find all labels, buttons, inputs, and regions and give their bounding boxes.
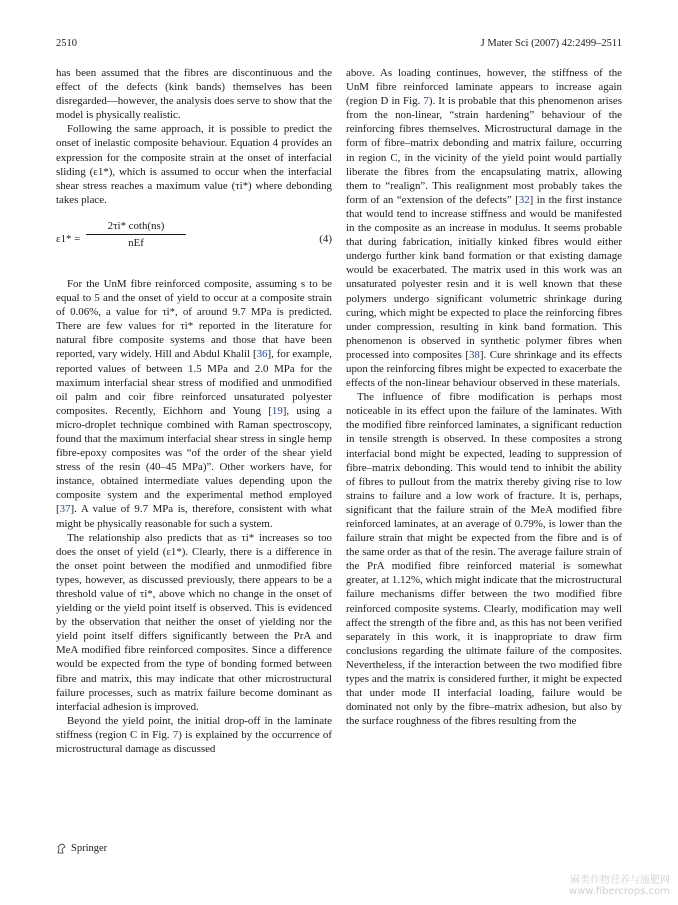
publisher-name: Springer (71, 843, 108, 854)
paragraph: The relationship also predicts that as τi* increases so too does the onset of yield (ε1*). Clearly, there is a difference in the onset point between the modified and unmodified fibre types, however, as discussed previously, there appears to be a threshold value of τi*, above which no change in the onset of yielding or the yield point itself is observed. This is evidenced by the observation that neither the onset of yielding nor the yield point itself differs significantly between the PrA and MeA modified fibre reinforced composites. Since a difference would be expected from the type of bonding formed between fibre and matrix, this may indicate that other microstructural failure processes, such as matrix failure become dominant as interfacial adhesion is improved. (56, 531, 332, 713)
text-run: ], for example, reported values of between 1.5 MPa and 2.0 MPa for the maximum interfacial shear stress of modified and unmodified oil palm and coir fibre reinforced unsaturated polyester composites. Recently, Eichhorn and Young [ (56, 348, 333, 417)
paragraph (56, 714, 332, 756)
text-run: ]. A value of 9.7 MPa is, therefore, consistent with what might be physically reasonable for such a system. (56, 503, 332, 530)
paragraph (56, 277, 332, 531)
text-run: ] in the first instance that would tend to increase stiffness and would be manifested in the composite as an increase in modulus. It seems probable that during fabrication, initially kinked fibres would either undergo further kink band formation or that existing damage would be exacerbated. The matrix used in this work was an unsaturated polyester resin and it is well known that these polymers undergo significant volumetric shrinkage during curing, which might be expected to place the reinforcing fibres under compression, resulting in kink band formation. This phenomenon is observed in synthetic polymer fibres when processed into composites [ (346, 193, 622, 361)
equation-numerator: 2τi* coth(ns) (86, 219, 186, 235)
citation-link[interactable]: 36 (256, 348, 268, 361)
watermark (569, 875, 670, 897)
text-run: Beyond the yield point, the initial drop-off in the laminate stiffness (region C in Fig. (56, 714, 332, 741)
figure-link[interactable]: 7 (172, 728, 179, 741)
watermark-line: 麻类作物营养与施肥网 (570, 875, 670, 886)
text-run: ], using a micro-droplet technique combined with Raman spectroscopy, found that the maximum interfacial shear stress in single hemp fibre-epoxy composites was “of the order of the shear yield stress of the resin (40–45 MPa)”. Other workers have, for instance, obtained intermediate values depending upon the composite system and the experimental method employed [ (56, 404, 332, 516)
text-run: ]. Cure shrinkage and its effects upon the reinforcing fibres might be expected to exacerbate the effects of the non-linear behaviour observed in these materials. (346, 348, 623, 390)
text-run: ). It is probable that this phenomenon arises from the non-linear, “strain hardening” behaviour of the reinforcing fibres themselves. Microstructural damage in the form of fibre–matrix debonding and matrix failure, occurring in region C, in the vicinity of the yield point would partially liberate the fibres from the encapsulating matrix, allowing them to “realign”. This realignment most probably takes the form of an “extension of the defects” [ (346, 95, 622, 206)
right-column (346, 66, 622, 728)
page-number: 2510 (56, 38, 77, 49)
figure-link[interactable]: 7 (423, 95, 429, 108)
text-run: ) is explained by the occurrence of microstructural damage as discussed (56, 728, 332, 756)
citation-link[interactable]: 37 (59, 503, 71, 516)
equation-4 (56, 219, 332, 261)
journal-citation: J Mater Sci (2007) 42:2499–2511 (480, 38, 622, 49)
watermark-line: www.fibercrops.com (568, 886, 670, 897)
springer-horse-icon (56, 843, 67, 854)
text-run: above. As loading continues, however, the stiffness of the UnM fibre reinforced laminate appears to increase again (region D in Fig. (346, 67, 622, 108)
equation-denominator: nEf (128, 237, 144, 250)
paragraph: has been assumed that the fibres are discontinuous and the effect of the defects (kink bands) themselves has been disregarded—however, the analysis does serve to show that the model is physically realistic. (56, 67, 332, 122)
paragraph (346, 66, 622, 390)
text-run: For the UnM fibre reinforced composite, assuming s to be equal to 5 and the onset of yield to occur at a composite strain of 0.06%, a value for τi*, of around 9.7 MPa is predicted. There are few values for τi* reported in the literature for natural fibre composite systems and those that have been reported, vary widely. Hill and Abdul Khalil [ (56, 277, 332, 361)
paragraph: The influence of fibre modification is perhaps most noticeable in its effect upon the failure of the laminates. With the modified fibre reinforced laminates, a significant reduction in tensile strength is observed. In these composites a strong interfacial bond might be expected, leading to suppression of fibre–matrix debonding. This would tend to inhibit the ability of fibres to pullout from the matrix thereby giving rise to low strains to failure and a low work of fracture. It is, perhaps, significant that the failure strain of the MeA modified fibre reinforced laminates, at an average of 0.79%, is lower than the failure strain that might be expected from the fibre and is of the same order as that of the resin. The average failure strain of the PrA modified fibre reinforced material is somewhat greater, at 1.12%, which might indicate that the microstructural failure mechanisms differ between the two modified fibre reinforced composite systems. Clearly, modification may well affect the strength of the fibre and, as this has not been verified separately in this work, it is inappropriate to draw firm conclusions regarding the ultimate failure of the composites. Nevertheless, if the interaction between the two modified fibre types and the matrix is considered further, it might be expected that under mode II interfacial loading, failure would be dominated not only by the fibre–matrix adhesion, but also by the surface roughness of the fibres resulting from the (346, 391, 622, 728)
page-footer (56, 843, 107, 854)
equation-number: (4) (319, 232, 332, 245)
citation-link[interactable]: 32 (518, 193, 530, 206)
equation-lhs: ε1* = (56, 232, 81, 245)
running-header (56, 38, 622, 52)
equation-fraction (86, 219, 186, 250)
citation-link[interactable]: 19 (271, 404, 283, 417)
paragraph: Following the same approach, it is possible to predict the onset of inelastic composite behaviour. Equation 4 provides an expression for the composite strain at the onset of interfacial sliding (ε1*), which is assumed to occur when the interfacial shear stress reaches a maximum value (τi*) where debonding takes place. (56, 123, 332, 206)
left-column (56, 66, 332, 756)
citation-link[interactable]: 38 (468, 348, 480, 361)
